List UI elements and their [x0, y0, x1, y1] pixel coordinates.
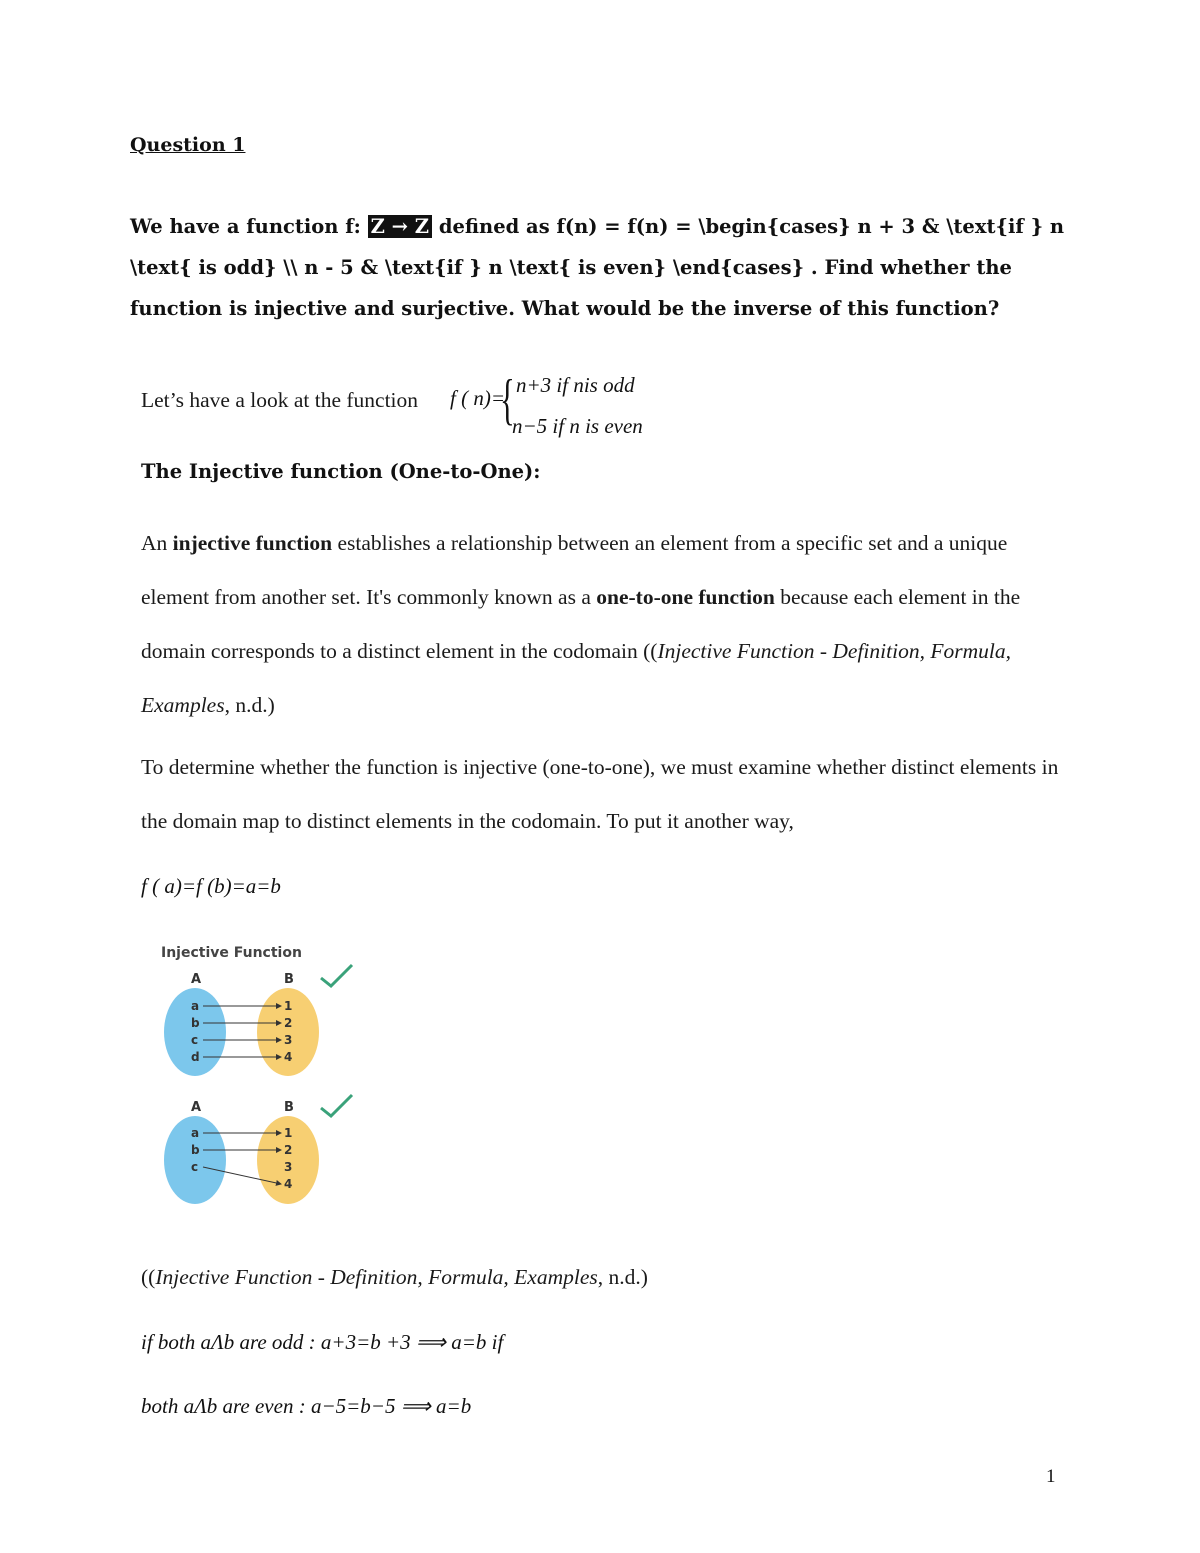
proof-even-case: both aΛb are even : a−5=b−5 ⟹ a=b [141, 1394, 472, 1418]
d2-a-item: b [191, 1143, 200, 1157]
citation-title: Injective Function - Definition, Formula, Examples [155, 1265, 598, 1289]
set-a-label-2: A [191, 1100, 202, 1115]
para1-citation-end: , n.d.) [224, 693, 275, 717]
mapping-highlight: Z → Z [368, 215, 432, 238]
paragraph-injective-definition [141, 516, 1061, 732]
piecewise-brace: { [500, 369, 515, 431]
para1-bold-1: injective function [172, 531, 333, 555]
set-a-label-1: A [191, 972, 202, 987]
set-b-label-2: B [284, 1100, 294, 1115]
proof-odd-case: if both aΛb are odd : a+3=b +3 ⟹ a=b if [141, 1330, 504, 1354]
injective-function-figure [155, 938, 365, 1213]
d2-a-item: a [191, 1126, 200, 1140]
d1-b-item: 1 [284, 999, 293, 1013]
intro-text: Let’s have a look at the function [141, 388, 419, 412]
figure-citation [141, 1265, 648, 1290]
check-icon [321, 965, 352, 986]
para1-text-2: establishes a relationship between an element from a specific set and a unique element from another set. It's commonly known as a [141, 531, 1008, 609]
d2-b-item: 1 [284, 1126, 293, 1140]
paragraph-determine: To determine whether the function is injective (one-to-one), we must examine whether distinct elements in the domain map to distinct elements in the codomain. To put it another way, [141, 755, 1059, 833]
d2-b-item: 4 [284, 1177, 293, 1191]
case-odd: n+3 if nis odd [516, 373, 635, 397]
d2-b-item: 3 [284, 1160, 293, 1174]
d1-b-item: 4 [284, 1050, 293, 1064]
d2-b-item: 2 [284, 1143, 293, 1157]
check-icon [321, 1095, 352, 1116]
set-b-label-1: B [284, 972, 294, 987]
section-heading: The Injective function (One-to-One): [141, 460, 541, 483]
question-prefix: We have a function f: [130, 215, 368, 238]
question-text [130, 206, 1070, 329]
figure-svg [155, 938, 365, 1213]
d1-a-item: c [191, 1033, 199, 1047]
para1-citation: Injective Function - Definition, Formula, Examples [141, 639, 1011, 717]
d1-a-item: d [191, 1050, 200, 1064]
case-even: n−5 if n is even [512, 414, 643, 438]
para1-text-3: because each element in the domain corresponds to a distinct element in the codomain (( [141, 585, 1021, 663]
d1-a-item: a [191, 999, 200, 1013]
equation-injective: f ( a)=f (b)=a=b [141, 874, 281, 898]
d2-a-item: c [191, 1160, 199, 1174]
para1-text-1: An [141, 531, 173, 555]
d1-a-item: b [191, 1016, 200, 1030]
page-number: 1 [1046, 1466, 1056, 1487]
figure-title: Injective Function [161, 945, 302, 961]
d1-b-item: 3 [284, 1033, 293, 1047]
citation-open: (( [141, 1265, 156, 1289]
question-title: Question 1 [130, 134, 246, 156]
question-rest: defined as f(n) = f(n) = \begin{cases} n + 3 & \text{if } n \text{ is odd} \\ n - 5 & \text{if } n \text{ is even} \end{cases} . Find whether the function is injective and surjective. What would be the inverse of this function? [130, 215, 1065, 320]
d1-b-item: 2 [284, 1016, 293, 1030]
citation-close: , n.d.) [597, 1265, 648, 1289]
para1-bold-2: one-to-one function [596, 585, 775, 609]
function-lhs: f ( n)= [450, 386, 505, 410]
